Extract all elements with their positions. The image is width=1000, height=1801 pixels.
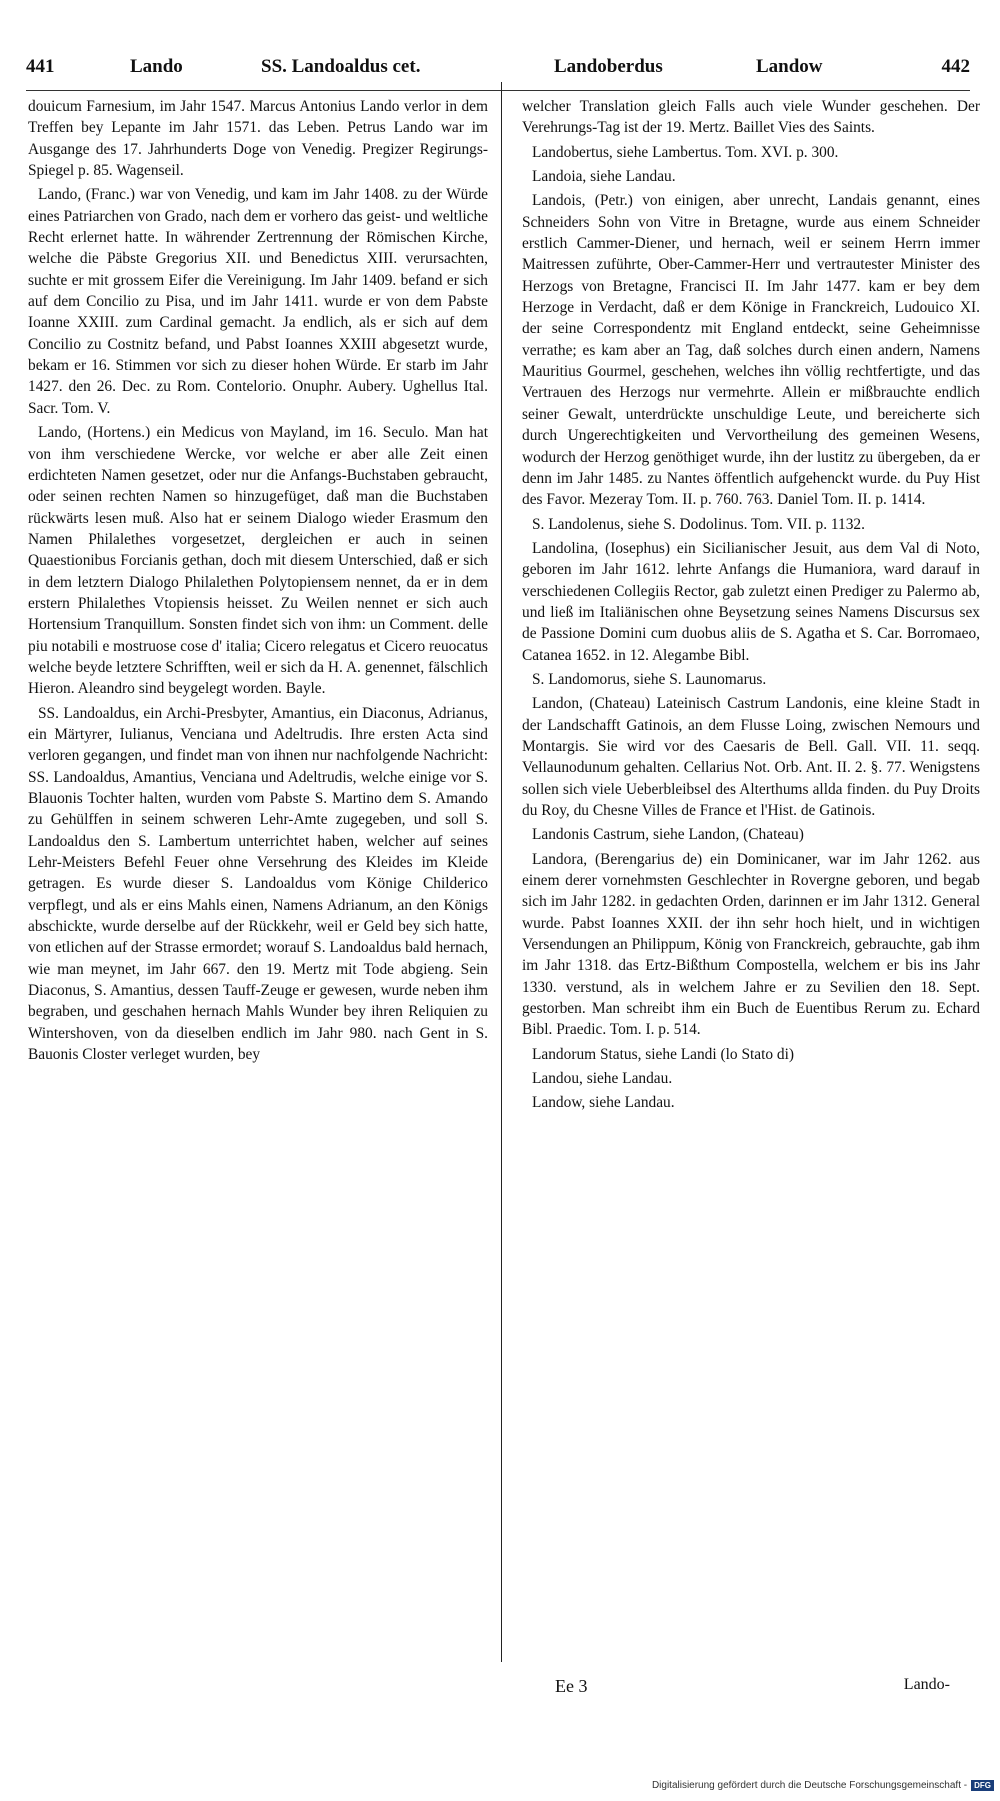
entry-landolina: Landolina, (Iosephus) ein Sicilianischer Jesuit, aus dem Val di Noto, geboren im Jahr 1612. lehrte Anfangs die Humaniora, ward darauf in verschiedenen Collegiis Rector, gab zuletzt einen Prediger zu Palermo ab, und ließ im Italiänischen ohne Beysetzung seines Namens Discursus sex de Passione Domini cum duobus aliis de S. Agatha et S. Car. Borromaeo, Catanea 1652. in 12. Alegambe Bibl.	[522, 539, 980, 664]
left-column	[28, 96, 488, 1068]
entry-landoaldus: SS. Landoaldus, ein Archi-Presbyter, Amantius, ein Diaconus, Adrianus, ein Märtyrer, Iulianus, Venciana und Adeltrudis. Ihre ersten Acta sind verloren gegangen, und findet man von ihnen nur nachfolgende Nachricht: SS. Landoaldus, Amantius, Venciana und Adeltrudis, welche einige vor S. Blauonis Tochter halten, wurden vom Pabste S. Martino dem S. Amando zu Gehülffen in seinem schweren Lehr-Amte zugegeben, und soll S. Landoaldus den S. Lambertum unterrichtet haben, welcher auf seines Lehr-Meisters Befehl Feuer ohne Versehrung des Kleides im Kleide getragen. Es wurde dieser S. Landoaldus vom Könige Childerico verpflegt, und als er eins Mahls einen, Namens Adrianum, an den Königs abschickte, wurde derselbe auf der Rückkehr, weil er Geld bey sich hatte, von etlichen auf der Strasse ermordet; worauf S. Landoaldus bald hernach, wie man meynet, im Jahr 667. den 19. Mertz mit Tode abgieng. Sein Diaconus, S. Amantius, dessen Tauff-Zeuge er gewesen, wurde neben ihm begraben, und geschahen hernach Mahls Wunder bey ihren Reliquien zu Wintershoven, von da dieselben endlich im Jahr 980. nach Gent in S. Bauonis Closter verleget wurden, bey	[28, 704, 488, 1064]
lemma-left: Lando	[130, 56, 183, 77]
entry-landobertus: Landobertus, siehe Lambertus. Tom. XVI. p. 300.	[532, 143, 839, 161]
header-rule	[26, 90, 970, 91]
lemma-right: Landoberdus	[554, 56, 663, 77]
entry-landow: Landow, siehe Landau.	[532, 1094, 675, 1112]
entry-landoia: Landoia, siehe Landau.	[532, 168, 676, 186]
running-header	[26, 56, 970, 90]
entry-landolenus: S. Landolenus, siehe S. Dodolinus. Tom. VII. p. 1132.	[532, 515, 865, 533]
entry-landon: Landon, (Chateau) Lateinisch Castrum Landonis, eine kleine Stadt in der Landschafft Gatinois, an dem Flusse Loing, zwischen Nemours und Montargis. Sie wird vor des Caesaris de Bell. Gall. VII. 11. seqq. Vellaunodunum gehalten. Cellarius Not. Orb. Ant. II. 2. §. 77. Wenigstens sollen sich viele Ueberbleibsel des Alterthums allda finden. du Puy Droits du Roy, du Chesne Villes de France et l'Hist. de Gatinois.	[522, 695, 980, 819]
header-title-right: Landow	[756, 56, 823, 77]
dfg-logo: DFG	[971, 1780, 994, 1791]
page-number-right: 442	[941, 56, 970, 77]
entry-lando-franc: Lando, (Franc.) war von Venedig, und kam im Jahr 1408. zu der Würde eines Patriarchen von Grado, nach dem er vorhero das geist- und weltliche Recht erlernet hatte. In währender Zertrennung der Römischen Kirche, welche die Päbste Gregorius XII. und Benedictus XIII. verursachten, suchte er mit grossem Eifer die Vereinigung. Im Jahr 1409. befand er sich auf dem Concilio zu Pisa, und im Jahr 1411. wurde er von dem Pabste Ioanne XXIII. zum Cardinal gemacht. Ja endlich, als er sich auf dem Concilio zu Costnitz befand, und Pabst Ioannes XXIII abgesetzt wurde, bekam er 16. Stimmen vor sich zu dieser hohen Würde. Er starb im Jahr 1427. den 26. Dec. zu Rom. Contelorio. Onuphr. Aubery. Ughellus Ital. Sacr. Tom. V.	[28, 186, 488, 417]
header-title-left: SS. Landoaldus cet.	[261, 56, 421, 77]
entry-landou: Landou, siehe Landau.	[532, 1070, 673, 1088]
entry-landonis-castrum: Landonis Castrum, siehe Landon, (Chateau)	[532, 826, 804, 844]
right-column	[522, 96, 980, 1117]
column-divider	[501, 82, 502, 1662]
catchword: Lando-	[903, 1676, 950, 1693]
entry-landora: Landora, (Berengarius de) ein Dominicaner, war im Jahr 1262. aus einem derer vornehmsten Geschlechter in Rovergne geboren, und begab sich im Jahr 1282. in gedachten Orden, darinnen er im Jahr 1312. General wurde. Pabst Ioannes XXII. der ihn sehr hoch hielt, und in wichtigen Versendungen an Philippum, König von Franckreich, gebrauchte, gab ihm im Jahr 1318. das Ertz-Bißthum Compostella, welchem er bis ins Jahr 1330. verstund, als in welchem Jahre er zu Sevilien den 18. Sept. gestorben. Man schreibt ihm ein Buch de Euentibus Rerum zu. Echard Bibl. Praedic. Tom. I. p. 514.	[522, 850, 980, 1039]
entry-lando-continued: douicum Farnesium, im Jahr 1547. Marcus Antonius Lando verlor in dem Treffen bey Lepante im Jahr 1571. das Leben. Petrus Lando war im Ausgange des 17. Jahrhunderts Doge von Venedig. Pregizer Regirungs-Spiegel p. 85. Wagenseil.	[28, 98, 488, 180]
entry-lando-hortens: Lando, (Hortens.) ein Medicus von Mayland, im 16. Seculo. Man hat von ihm verschiedene Wercke, vor welche er aber alle Zeit einen erdichteten Namen gesetzet, oder nur die Anfangs-Buchstaben gebraucht, oder seinen rechten Namen so hinzugefüget, daß man die Buchstaben rückwärts lesen muß. Also hat er seinem Dialogo wieder Erasmum den Namen Philalethes vorgesetzet, dergleichen er auch in seinen Quaestionibus Forcianis gethan, doch mit diesem Unterschied, daß er sich in dem letztern Dialogo Philalethen Polytopiensem nennet, da er in dem erstern Philalethes Vtopiensis heisset. Zu Weilen nennet er sich auch Hortensium Tranquillum. Sonsten findet sich von ihm: un Comment. delle piu notabili e mostruose cose d' italia; Cicero relegatus et Cicero reuocatus welche beyde letztere Schrifften, weil er sich da H. A. genennet, fälschlich Hieron. Aleandro sind beygelegt worden. Bayle.	[28, 424, 488, 698]
entry-landoaldus-continued: welcher Translation gleich Falls auch viele Wunder geschehen. Der Verehrungs-Tag ist der 19. Mertz. Baillet Vies des Saints.	[522, 98, 980, 137]
page-number-left: 441	[26, 56, 55, 77]
entry-landomorus: S. Landomorus, siehe S. Launomarus.	[532, 670, 767, 688]
entry-landois: Landois, (Petr.) von einigen, aber unrecht, Landais genannt, eines Schneiders Sohn von Vitre in Bretagne, wurde aus einem Schneider erstlich Cammer-Diener, und hernach, weil er seinem Herrn immer Maitressen zuführte, Ober-Cammer-Herr und vertrautester Minister des Herzogs von Bretagne, Francisci II. Im Jahr 1477. kam er bey dem Herzoge in Verdacht, daß er dem Könige in Franckreich, Ludouico XI. der seine Correspondentz mit England entdeckt, seine Geheimnisse verrathe; es kam aber an Tag, daß solches durch einen andern, Namens Mauritius Gourmel, geschehen, welches ihn völlig rechtfertigte, und das Vertrauen des Herzogs nur vermehrte. Allein er mißbrauchte endlich seiner Gewalt, unterdrückte unschuldige Leute, und bereicherte sich durch Ungerechtigkeiten und Vervortheilung des gemeinen Wesens, wodurch der Herzog genöthiget wurde, ihn der lustitz zu übergeben, da er denn im Jahr 1485. zu Nantes öffentlich aufgehenckt wurde. du Puy Hist des Favor. Mezeray Tom. II. p. 760. 763. Daniel Tom. II. p. 1414.	[522, 192, 980, 509]
digitization-footer	[652, 1780, 994, 1791]
footer-text: Digitalisierung gefördert durch die Deutsche Forschungsgemeinschaft -	[651, 1780, 968, 1791]
signature-mark: Ee 3	[555, 1676, 588, 1696]
entry-landorum-status: Landorum Status, siehe Landi (lo Stato di)	[532, 1045, 795, 1063]
